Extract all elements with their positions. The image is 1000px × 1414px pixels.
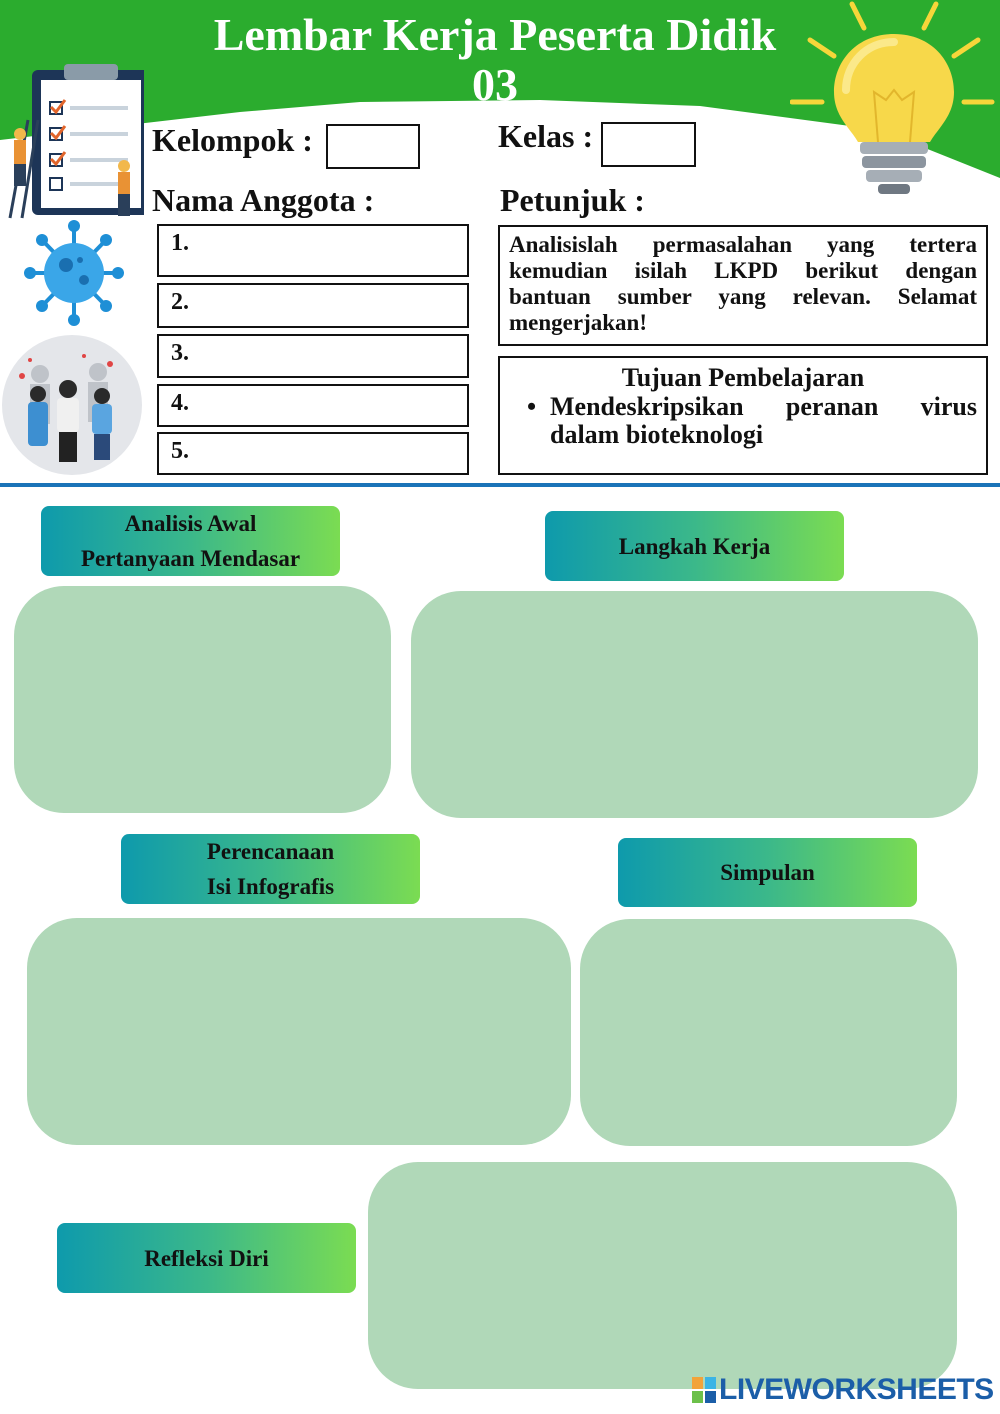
member-input-4[interactable]: 4.: [157, 384, 469, 427]
liveworksheets-logo-icon: [692, 1377, 716, 1403]
instructions-box: [498, 225, 988, 346]
kelompok-input[interactable]: [326, 124, 420, 169]
learning-goals-list: [509, 393, 977, 449]
light-bulb-icon: [790, 0, 995, 200]
member-input-1[interactable]: 1.: [157, 224, 469, 277]
perencanaan-line2: Isi Infografis: [206, 874, 335, 899]
langkah-kerja-label: Langkah Kerja: [545, 511, 844, 581]
kelompok-label: Kelompok :: [152, 122, 313, 158]
simpulan-label: Simpulan: [618, 838, 917, 907]
clipboard-checklist-illustration: [4, 60, 144, 225]
learning-goal-text: Mendeskripsikan peranan virus dalam bioteknologi: [550, 392, 977, 449]
member-input-2[interactable]: 2.: [157, 283, 469, 328]
refleksi-diri-label: Refleksi Diri: [57, 1223, 356, 1293]
analisis-awal-label: [41, 506, 340, 576]
instructions-text: Analisislah permasalahan yang tertera kemudian isilah LKPD berikut dengan bantuan sumber yang relevan. Selamat mengerjakan!: [509, 232, 977, 335]
perencanaan-answer-box[interactable]: [27, 918, 571, 1145]
people-illustration: [0, 334, 145, 476]
analisis-awal-line1: Analisis Awal: [124, 511, 257, 536]
perencanaan-label: [121, 834, 420, 904]
kelas-label: Kelas :: [498, 118, 594, 154]
page-title-line2: 03: [472, 59, 518, 110]
learning-goals-box: [498, 356, 988, 475]
learning-goals-title: Tujuan Pembelajaran: [621, 363, 865, 392]
analisis-awal-answer-box[interactable]: [14, 586, 391, 813]
page-title: [150, 10, 840, 110]
liveworksheets-logo-text: LIVEWORKSHEETS: [719, 1373, 994, 1406]
petunjuk-label: Petunjuk :: [500, 182, 645, 218]
simpulan-answer-box[interactable]: [580, 919, 957, 1146]
langkah-kerja-answer-box[interactable]: [411, 591, 978, 818]
analisis-awal-line2: Pertanyaan Mendasar: [80, 546, 301, 571]
nama-anggota-label: Nama Anggota :: [152, 182, 375, 218]
refleksi-diri-answer-box[interactable]: [368, 1162, 957, 1389]
member-input-3[interactable]: 3.: [157, 334, 469, 378]
member-input-5[interactable]: 5.: [157, 432, 469, 475]
virus-icon: [22, 218, 126, 328]
learning-goal-item: • Mendeskripsikan peranan virus dalam bioteknologi: [527, 392, 977, 449]
kelas-input[interactable]: [601, 122, 696, 167]
section-divider: [0, 483, 1000, 487]
page-title-line1: Lembar Kerja Peserta Didik: [213, 9, 777, 60]
liveworksheets-logo: [692, 1374, 994, 1406]
perencanaan-line1: Perencanaan: [206, 839, 335, 864]
